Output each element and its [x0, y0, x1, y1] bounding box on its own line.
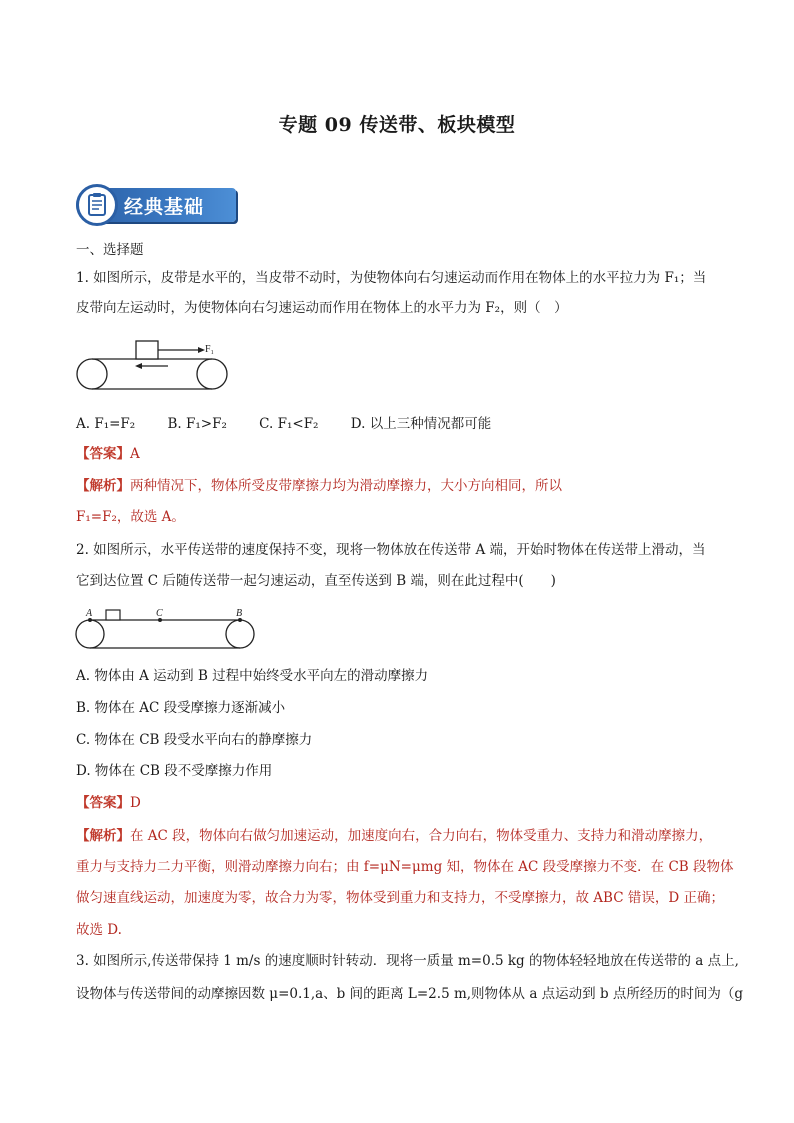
q2-line-1: 2. 如图所示，水平传送带的速度保持不变，现将一物体放在传送带 A 端，开始时物体在传送带上滑动，当: [76, 542, 706, 558]
q2-label-b: B: [236, 608, 243, 619]
q1-options: [76, 414, 519, 434]
banner-label: 经典基础: [124, 196, 205, 218]
q2-analysis-1: [76, 826, 712, 846]
q2-line-2: 它到达位置 C 后随传送带一起匀速运动，直至传送到 B 端，则在此过程中( ): [76, 573, 556, 589]
q1-option-b: B. F₁>F₂: [167, 416, 227, 432]
q1-line-1: 1. 如图所示，皮带是水平的，当皮带不动时，为使物体向右匀速运动而作用在物体上的水平拉力为 F₁；当: [76, 270, 707, 286]
q3-line-2: 设物体与传送带间的动摩擦因数 μ=0.1,a、b 间的距离 L=2.5 m,则物体从 a 点运动到 b 点所经历的时间为（g: [76, 986, 744, 1002]
q1-belt-figure: [74, 336, 234, 392]
q1-analysis-2: F₁=F₂，故选 A。: [76, 509, 185, 525]
q2-label-a: A: [86, 608, 93, 619]
section-heading: 一、选择题: [76, 242, 144, 258]
answer-tag: 【答案】: [76, 795, 130, 811]
clipboard-icon: [76, 184, 118, 226]
answer-tag: 【答案】: [76, 446, 130, 462]
q2-analysis-2: 重力与支持力二力平衡，则滑动摩擦力向右；由 f=μN=μmg 知，物体在 AC 段受摩擦力不变．在 CB 段物体: [76, 859, 734, 875]
q1-option-a: A. F₁=F₂: [76, 416, 136, 432]
q1-option-d: D. 以上三种情况都可能: [350, 416, 492, 432]
q1-figure-label: F₁: [205, 344, 215, 355]
analysis-tag: 【解析】: [76, 828, 130, 844]
q2-option-a: A. 物体由 A 运动到 B 过程中始终受水平向左的滑动摩擦力: [76, 668, 429, 684]
analysis-text: 两种情况下，物体所受皮带摩擦力均为滑动摩擦力，大小方向相同，所以: [130, 478, 562, 494]
page-title: 专题 09 传送带、板块模型: [278, 114, 516, 136]
q3-line-1: 3. 如图所示,传送带保持 1 m/s 的速度顺时针转动．现将一质量 m=0.5 kg 的物体轻轻地放在传送带的 a 点上,: [76, 953, 739, 969]
q1-answer: [76, 444, 140, 464]
q1-analysis-1: [76, 476, 562, 496]
answer-value: A: [130, 446, 140, 462]
answer-value: D: [130, 795, 141, 811]
q2-option-d: D. 物体在 CB 段不受摩擦力作用: [76, 763, 273, 779]
analysis-tag: 【解析】: [76, 478, 130, 494]
q1-option-c: C. F₁<F₂: [259, 416, 319, 432]
q2-option-c: C. 物体在 CB 段受水平向右的静摩擦力: [76, 732, 313, 748]
section-banner: [76, 184, 236, 226]
q2-option-b: B. 物体在 AC 段受摩擦力逐渐减小: [76, 700, 286, 716]
q1-line-2: 皮带向左运动时，为使物体向右匀速运动而作用在物体上的水平力为 F₂，则（ ）: [76, 300, 568, 316]
q2-belt-figure: [74, 604, 258, 656]
q2-label-c: C: [156, 608, 163, 619]
q2-analysis-3: 做匀速直线运动，加速度为零，故合力为零，物体受到重力和支持力，不受摩擦力，故 ABC 错误，D 正确；: [76, 890, 724, 906]
q2-answer: [76, 793, 141, 813]
q2-analysis-4: 故选 D.: [76, 922, 122, 938]
analysis-text: 在 AC 段，物体向右做匀加速运动，加速度向右，合力向右，物体受重力、支持力和滑动摩擦力，: [130, 828, 713, 844]
